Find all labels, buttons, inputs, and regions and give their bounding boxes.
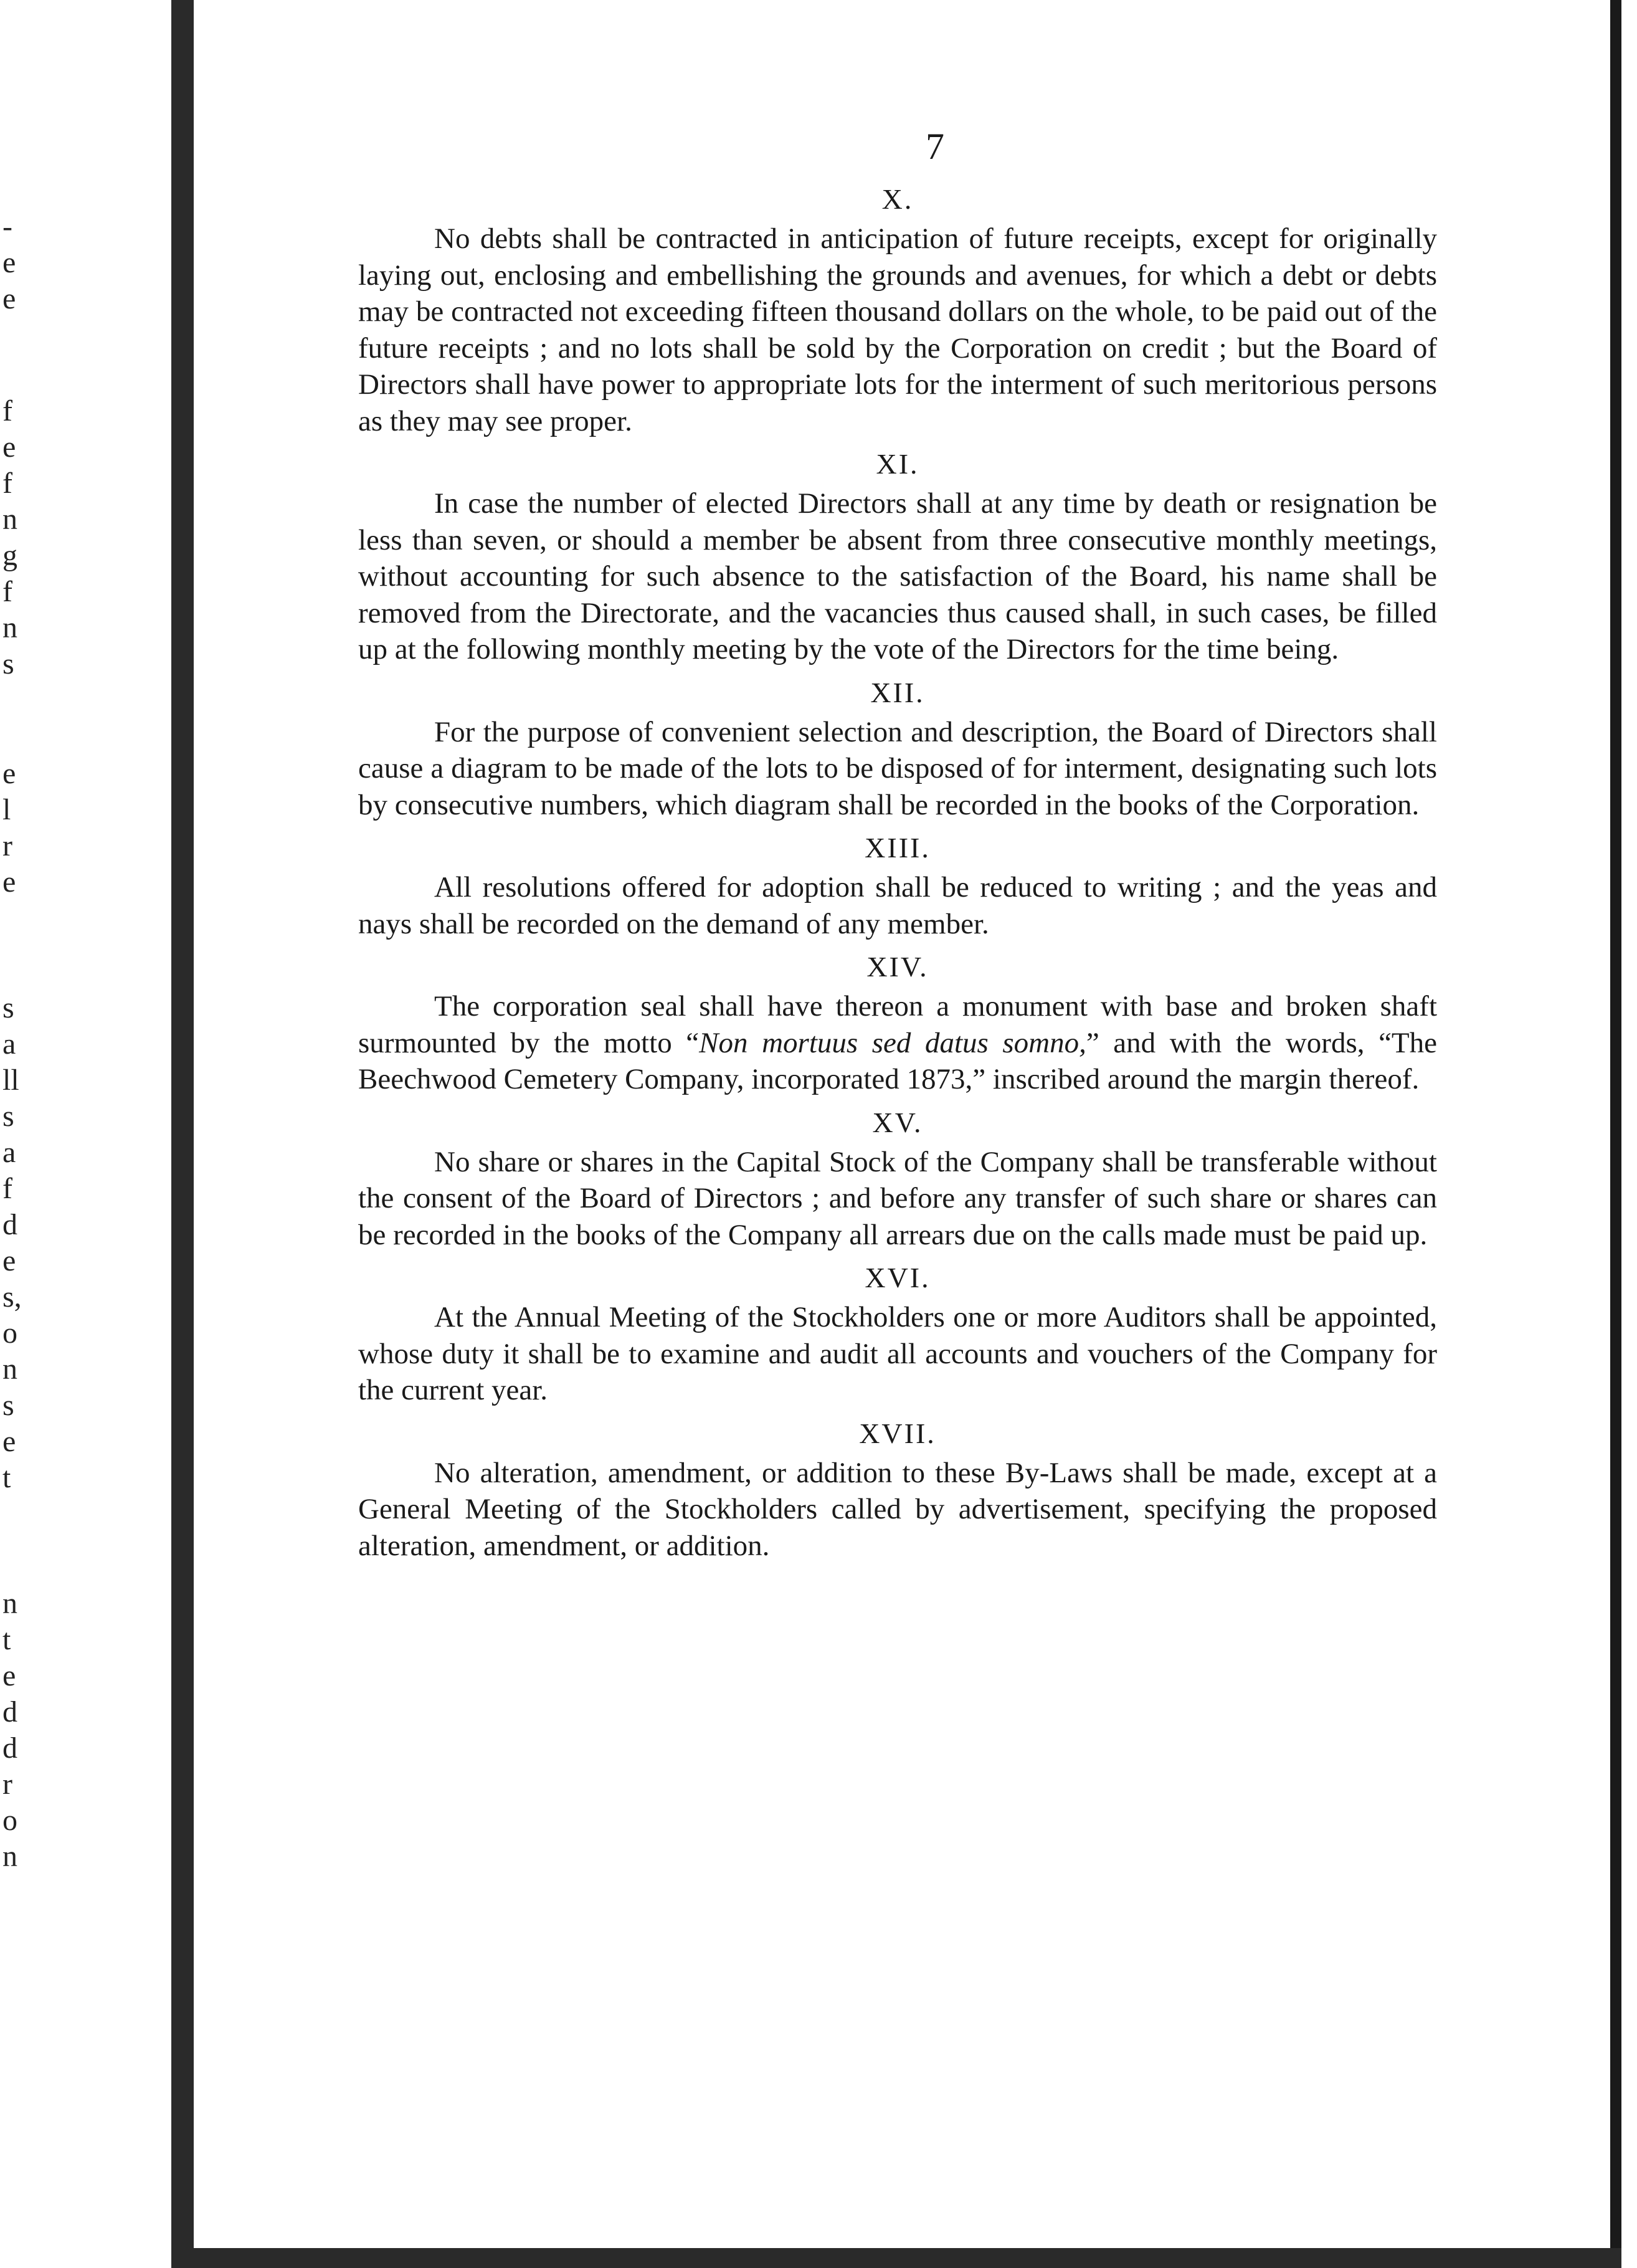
page-edge-bottom (171, 2248, 1621, 2268)
facing-page-char: d (2, 1732, 17, 1765)
facing-page-char: f (2, 467, 12, 500)
facing-page-char: - (2, 210, 12, 243)
section-text: All resolutions offered for adoption shall be reduced to writing ; and the yeas and nays shall be recorded on the demand of any member. (358, 871, 1437, 940)
section-heading: XVI. (865, 1262, 931, 1294)
section-text: No share or shares in the Capital Stock of the Company shall be transferable without the consent of the Board of Directors ; and before any transfer of such share or shares can be recorded in the books of the Company all arrears due on the calls made must be paid up. (358, 1145, 1437, 1251)
facing-page-char: a (2, 1027, 16, 1060)
section-text-after: ” and with the words, “The Beechwood Cemetery Company, incorporated 1873,” inscribed around the margin thereof. (358, 1026, 1437, 1095)
section-heading: XII. (870, 676, 925, 708)
page-edge-left (171, 0, 194, 2268)
facing-page-char: o (2, 1317, 17, 1350)
facing-page-char: e (2, 282, 16, 315)
facing-page-char: t (2, 1461, 11, 1494)
facing-page-char: d (2, 1695, 17, 1728)
facing-page-char: o (2, 1804, 17, 1837)
facing-page-char: s (2, 1389, 14, 1422)
facing-page-char: n (2, 1587, 17, 1620)
facing-page-char: n (2, 1353, 17, 1386)
section-heading: XIV. (866, 951, 929, 983)
section-text: At the Annual Meeting of the Stockholders one or more Auditors shall be appointed, whose duty it shall be to examine and audit all accounts and vouchers of the Company for the current year. (358, 1301, 1437, 1406)
section-xvi (358, 1258, 1437, 1409)
page-number: 7 (926, 126, 944, 167)
section-heading: XVII. (859, 1417, 936, 1449)
section-heading: XV. (872, 1106, 923, 1138)
facing-page-char: n (2, 503, 17, 536)
facing-page-char: d (2, 1208, 17, 1241)
facing-page-char: t (2, 1623, 11, 1656)
facing-page-char: e (2, 757, 16, 790)
facing-page-char: e (2, 1425, 16, 1458)
section-x (358, 179, 1437, 439)
facing-page-char: s, (2, 1280, 22, 1313)
section-text: No alteration, amendment, or addition to these By-Laws shall be made, except at a General Meeting of the Stockholders called by advertisement, specifying the proposed alteration, amendment, or addition. (358, 1456, 1437, 1562)
section-text: In case the number of elected Directors shall at any time by death or resignation be less than seven, or should a member be absent from three consecutive monthly meetings, without accounting for such absence to the satisfaction of the Board, his name shall be removed from the Directorate, and the vacancies thus caused shall, in such cases, be filled up at the following monthly meeting by the vote of the Directors for the time being. (358, 487, 1437, 665)
facing-page-char: g (2, 539, 17, 572)
facing-page-char: l (2, 793, 11, 826)
facing-page-char: f (2, 1172, 12, 1205)
facing-page-char: r (2, 829, 12, 862)
section-text (358, 988, 1437, 1098)
facing-page-char: a (2, 1136, 16, 1169)
section-xiii (358, 828, 1437, 942)
section-heading: X. (881, 183, 914, 215)
section-xvii (358, 1414, 1437, 1565)
facing-page-char: ll (2, 1064, 19, 1097)
seal-motto: Non mortuus sed datus somno, (699, 1026, 1086, 1059)
facing-page-char: s (2, 1100, 14, 1133)
facing-page-char: f (2, 575, 12, 608)
section-xiv (358, 947, 1437, 1098)
section-text: For the purpose of convenient selection and description, the Board of Directors shall cause a diagram to be made of the lots to be disposed of for interment, designating such lots by consecutive numbers, which diagram shall be recorded in the books of the Corporation. (358, 715, 1437, 821)
section-heading: XIII. (865, 832, 931, 864)
section-text: No debts shall be contracted in anticipation of future receipts, except for originally laying out, enclosing and embellishing the grounds and avenues, for which a debt or debts may be contracted not exceeding fifteen thousand dollars on the whole, to be paid out of the future receipts ; and no lots shall be sold by the Corporation on credit ; but the Board of Directors shall have power to appropriate lots for the interment of such meritorious persons as they may see proper. (358, 222, 1437, 437)
page-content (358, 118, 1437, 1564)
section-xi (358, 444, 1437, 668)
section-xv (358, 1103, 1437, 1254)
facing-page-char: s (2, 647, 14, 680)
facing-page-char: s (2, 991, 14, 1024)
facing-page-char: n (2, 611, 17, 644)
facing-page-char: e (2, 1659, 16, 1692)
facing-page-fragment (0, 0, 171, 2268)
facing-page-char: e (2, 865, 16, 898)
facing-page-char: e (2, 431, 16, 464)
section-xii (358, 673, 1437, 824)
facing-page-char: r (2, 1768, 12, 1801)
facing-page-char: e (2, 246, 16, 279)
facing-page-char: e (2, 1244, 16, 1277)
section-heading: XI. (876, 448, 919, 480)
facing-page-char: n (2, 1840, 17, 1873)
section-text-before: The corporation seal shall have thereon a monument with base and broken shaft surmounted by the motto “ (358, 990, 1437, 1059)
facing-page-char: f (2, 394, 12, 427)
page-edge-right (1610, 0, 1621, 2268)
